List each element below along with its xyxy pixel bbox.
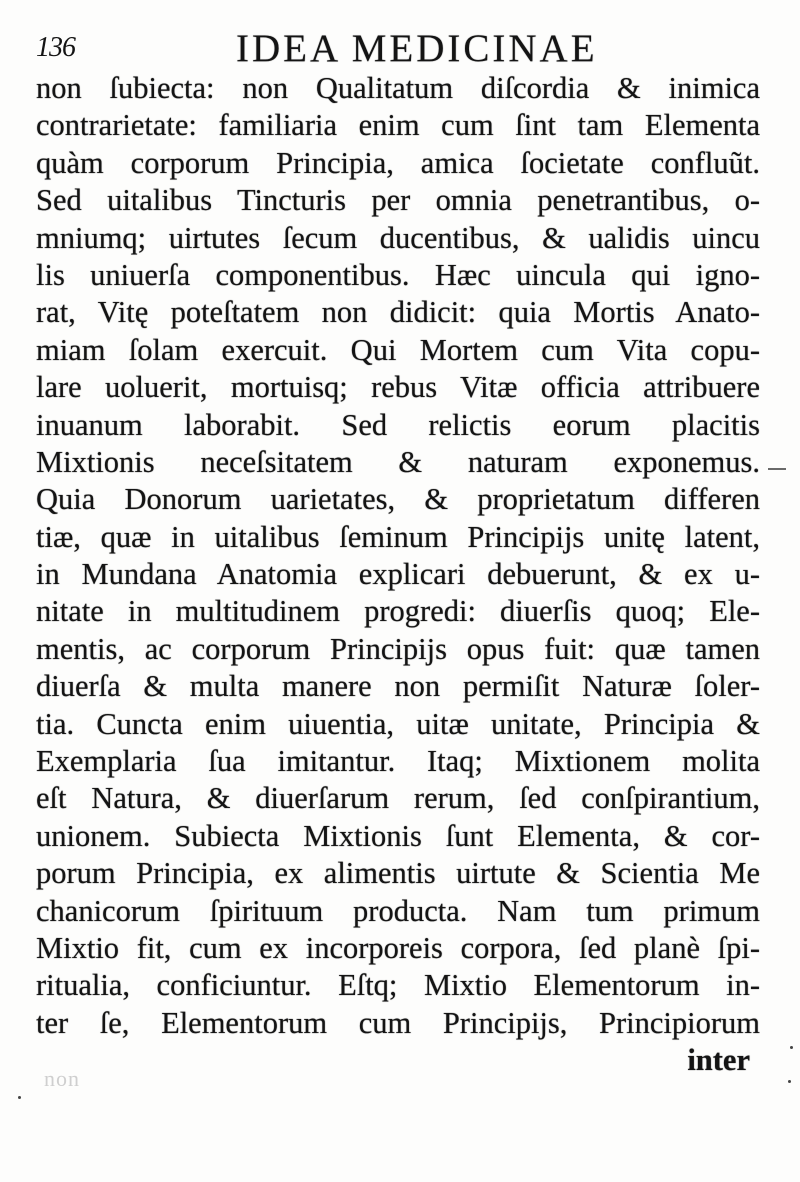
text-line: chanicorum ſpirituum producta. Nam tum primum [36,893,760,928]
text-line: non ſubiecta: non Qualitatum diſcordia & inimica [36,71,760,105]
text-line: diuerſa & multa manere non permiſit Naturæ ſoler- [36,669,760,704]
text-line: mentis, ac corporum Principijs opus fuit: quæ tamen [36,631,760,666]
catchword-line [36,1042,760,1079]
text-line: Quia Donorum uarietates, & proprietatum differen [36,482,760,517]
text-line: rat, Vitę poteſtatem non didicit: quia Mortis Anato- [36,295,760,330]
running-title: IDEA MEDICINAE [236,27,598,70]
running-head [36,26,760,70]
margin-mark [768,468,786,470]
text-line: ter ſe, Elementorum cum Principijs, Principiorum [36,1005,760,1040]
text-line: nitate in multitudinem progredi: diuerſis quoq; Ele- [36,594,760,629]
text-line: tia. Cuncta enim uiuentia, uitæ unitate, Principia & [36,706,760,741]
text-line: lare uoluerit, mortuisq; rebus Vitæ officia attribuere [36,370,760,405]
text-line: quàm corporum Principia, amica ſocietate confluũt. [36,145,760,180]
text-line: inuanum laborabit. Sed relictis eorum placitis [36,407,760,442]
margin-speck [790,1046,793,1049]
text-line: eſt Natura, & diuerſarum rerum, ſed conſpirantium, [36,781,760,816]
margin-speck [788,1080,791,1083]
text-line: Exemplaria ſua imitantur. Itaq; Mixtionem molita [36,744,760,779]
text-line: Mixtionis neceſsitatem & naturam exponemus. [36,444,760,479]
text-line: Sed uitalibus Tincturis per omnia penetrantibus, o- [36,183,760,218]
text-line: lis uniuerſa componentibus. Hæc uincula qui igno- [36,257,760,292]
text-line: in Mundana Anatomia explicari debuerunt, & ex u- [36,557,760,592]
text-line: miam ſolam exercuit. Qui Mortem cum Vita copu- [36,332,760,367]
text-line: unionem. Subiecta Mixtionis ſunt Elementa, & cor- [36,818,760,853]
text-line: ritualia, conficiuntur. Eſtq; Mixtio Elementorum in- [36,968,760,1003]
catchword: inter [687,1043,750,1078]
bleed-through-text: non [44,1066,80,1091]
body-text [36,70,760,1080]
text-line: porum Principia, ex alimentis uirtute & Scientia Me [36,856,760,891]
text-line: tiæ, quæ in uitalibus ſeminum Principijs unitę latent, [36,519,760,554]
text-line: mniumq; uirtutes ſecum ducentibus, & ualidis uincu [36,220,760,255]
text-line: Mixtio fit, cum ex incorporeis corpora, ſed planè ſpi- [36,930,760,965]
text-line: contrarietate: familiaria enim cum ſint tam Elementa [36,108,760,143]
page-number: 136 [36,32,75,63]
margin-speck [18,1096,21,1099]
